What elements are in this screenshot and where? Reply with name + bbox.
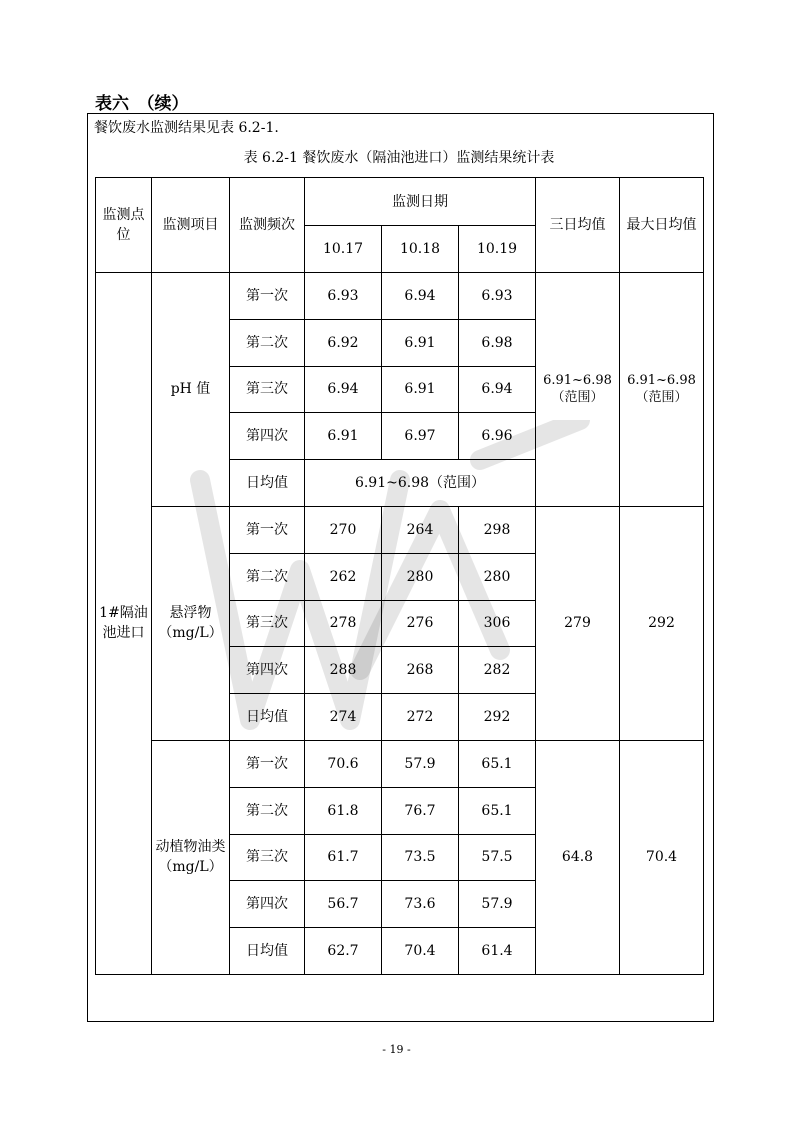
value-cell: 61.4 xyxy=(459,928,536,975)
ph-daily-avg-range: 6.91~6.98（范围） xyxy=(305,460,536,507)
header-date-group: 监测日期 xyxy=(305,178,536,226)
frequency-cell: 第二次 xyxy=(230,553,305,600)
value-cell: 298 xyxy=(459,506,536,553)
value-cell: 6.93 xyxy=(459,273,536,320)
daily-avg-label: 日均值 xyxy=(230,928,305,975)
value-cell: 6.94 xyxy=(305,366,382,413)
value-cell: 6.91 xyxy=(305,413,382,460)
section-title: 表六 （续） xyxy=(95,94,189,114)
value-cell: 6.94 xyxy=(382,273,459,320)
value-cell: 57.9 xyxy=(382,740,459,787)
value-cell: 276 xyxy=(382,600,459,647)
frequency-cell: 第二次 xyxy=(230,319,305,366)
value-cell: 76.7 xyxy=(382,787,459,834)
header-date: 10.18 xyxy=(382,226,459,273)
value-cell: 306 xyxy=(459,600,536,647)
value-cell: 292 xyxy=(459,694,536,741)
value-cell: 6.94 xyxy=(459,366,536,413)
location-cell: 1#隔油池进口 xyxy=(96,273,152,975)
value-cell: 6.98 xyxy=(459,319,536,366)
value-cell: 278 xyxy=(305,600,382,647)
page-number: - 19 - xyxy=(382,1043,411,1056)
table-caption: 表 6.2-1 餐饮废水（隔油池进口）监测结果统计表 xyxy=(243,150,555,166)
frequency-cell: 第三次 xyxy=(230,366,305,413)
frequency-cell: 第四次 xyxy=(230,647,305,694)
value-cell: 6.96 xyxy=(459,413,536,460)
value-cell: 280 xyxy=(459,553,536,600)
value-cell: 272 xyxy=(382,694,459,741)
frequency-cell: 第一次 xyxy=(230,506,305,553)
value-cell: 57.5 xyxy=(459,834,536,881)
header-frequency: 监测频次 xyxy=(230,178,305,273)
value-cell: 57.9 xyxy=(459,881,536,928)
ph-three-day-avg: 6.91~6.98（范围） xyxy=(536,273,620,507)
value-cell: 282 xyxy=(459,647,536,694)
value-cell: 268 xyxy=(382,647,459,694)
intro-text: 餐饮废水监测结果见表 6.2-1. xyxy=(94,120,279,136)
value-cell: 70.6 xyxy=(305,740,382,787)
frequency-cell: 第三次 xyxy=(230,600,305,647)
frequency-cell: 第四次 xyxy=(230,881,305,928)
frequency-cell: 第三次 xyxy=(230,834,305,881)
header-row xyxy=(96,178,704,226)
ss-three-day-avg: 279 xyxy=(536,506,620,740)
daily-avg-label: 日均值 xyxy=(230,694,305,741)
table-row xyxy=(96,506,704,553)
value-cell: 61.7 xyxy=(305,834,382,881)
value-cell: 65.1 xyxy=(459,740,536,787)
frequency-cell: 第一次 xyxy=(230,740,305,787)
daily-avg-label: 日均值 xyxy=(230,460,305,507)
header-date: 10.17 xyxy=(305,226,382,273)
value-cell: 6.93 xyxy=(305,273,382,320)
table-row xyxy=(96,740,704,787)
value-cell: 73.6 xyxy=(382,881,459,928)
value-cell: 62.7 xyxy=(305,928,382,975)
header-point: 监测点位 xyxy=(96,178,152,273)
value-cell: 6.92 xyxy=(305,319,382,366)
frequency-cell: 第一次 xyxy=(230,273,305,320)
ss-max-daily-avg: 292 xyxy=(620,506,704,740)
oil-three-day-avg: 64.8 xyxy=(536,740,620,974)
oil-max-daily-avg: 70.4 xyxy=(620,740,704,974)
item-oils: 动植物油类（mg/L） xyxy=(152,740,230,974)
value-cell: 6.91 xyxy=(382,319,459,366)
value-cell: 61.8 xyxy=(305,787,382,834)
value-cell: 70.4 xyxy=(382,928,459,975)
table-row xyxy=(96,273,704,320)
value-cell: 288 xyxy=(305,647,382,694)
header-item: 监测项目 xyxy=(152,178,230,273)
value-cell: 270 xyxy=(305,506,382,553)
header-date: 10.19 xyxy=(459,226,536,273)
frequency-cell: 第四次 xyxy=(230,413,305,460)
value-cell: 6.91 xyxy=(382,366,459,413)
value-cell: 262 xyxy=(305,553,382,600)
item-ph: pH 值 xyxy=(152,273,230,507)
value-cell: 65.1 xyxy=(459,787,536,834)
value-cell: 56.7 xyxy=(305,881,382,928)
item-suspended-solids: 悬浮物（mg/L） xyxy=(152,506,230,740)
value-cell: 274 xyxy=(305,694,382,741)
value-cell: 280 xyxy=(382,553,459,600)
header-three-day-avg: 三日均值 xyxy=(536,178,620,273)
monitoring-results-table xyxy=(95,177,704,975)
ph-max-daily-avg: 6.91~6.98（范围） xyxy=(620,273,704,507)
value-cell: 73.5 xyxy=(382,834,459,881)
value-cell: 6.97 xyxy=(382,413,459,460)
frequency-cell: 第二次 xyxy=(230,787,305,834)
header-max-daily-avg: 最大日均值 xyxy=(620,178,704,273)
value-cell: 264 xyxy=(382,506,459,553)
